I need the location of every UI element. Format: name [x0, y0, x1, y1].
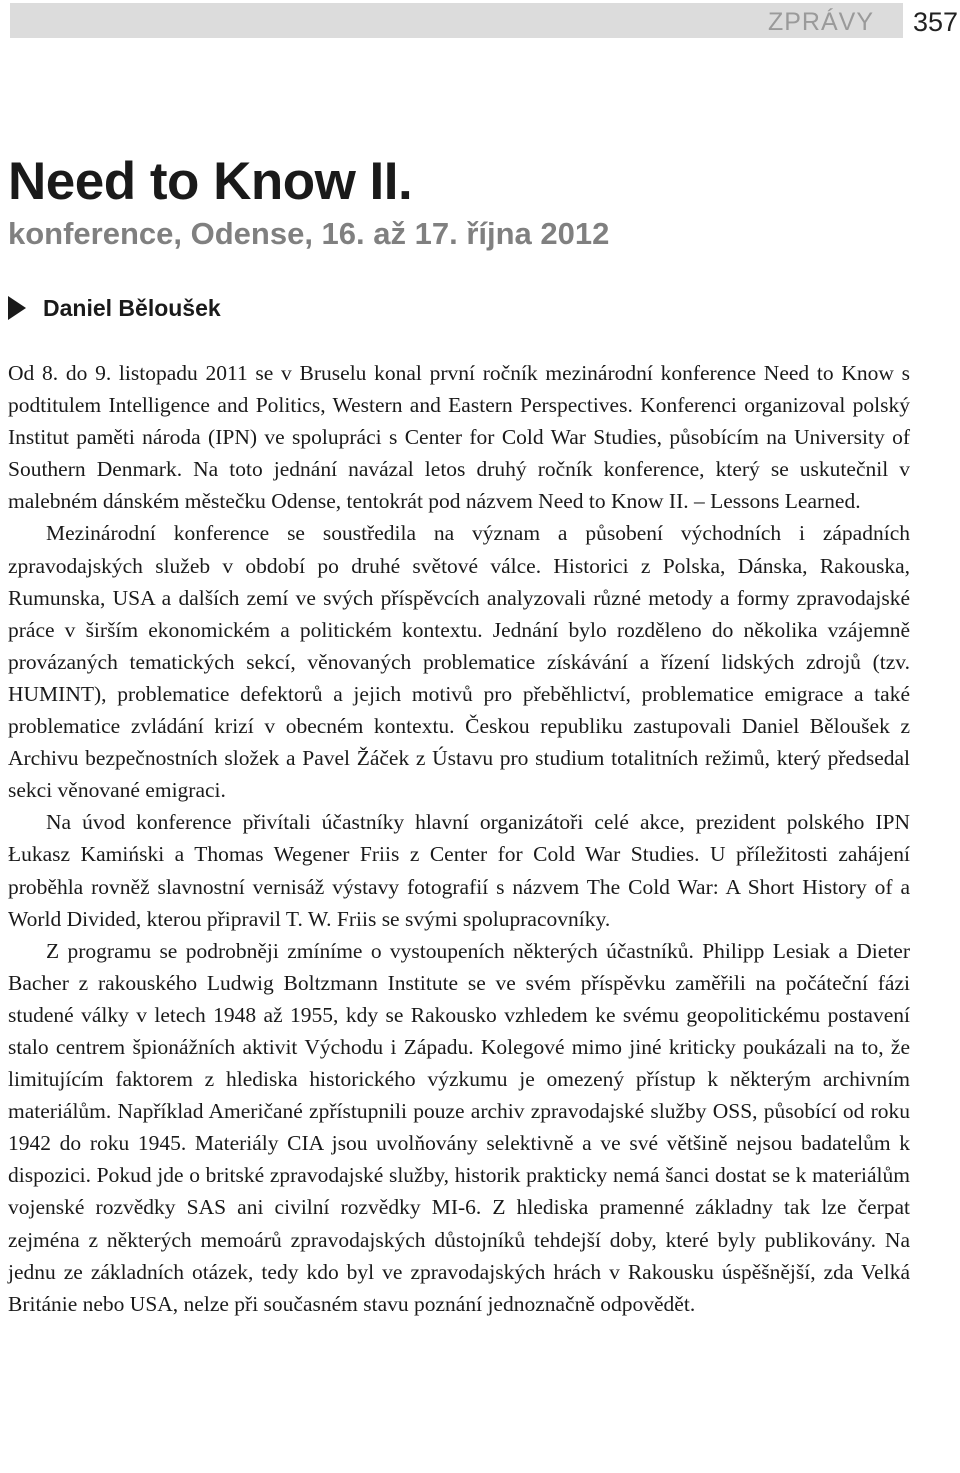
running-header-section: ZPRÁVY — [767, 8, 874, 36]
article-title: Need to Know II. — [8, 152, 413, 211]
article-body — [8, 357, 910, 1320]
paragraph: Mezinárodní konference se soustředila na význam a působení východních i západních zpravodajských služeb v období po druhé světové válce. Historici z Polska, Dánska, Rakouska, Rumunska, USA a dalších zemí ve svých příspěvcích analyzovali různé metody a formy zpravodajské práce v širším ekonomickém a politickém kontextu. Jednání bylo rozděleno do několika vzájemně provázaných tematických sekcí, věnovaných problematice získávání a řízení lidských zdrojů (tzv. HUMINT), problematice defektorů a jejich motivů pro přeběhlictví, problematice emigrace a také problematice zvládání krizí v obecném kontextu. Českou republiku zastupovali Daniel Běloušek z Archivu bezpečnostních složek a Pavel Žáček z Ústavu pro studium totalitních režimů, který předsedal sekci věnované emigraci. — [8, 521, 910, 803]
author-line — [8, 291, 221, 325]
paragraph: Od 8. do 9. listopadu 2011 se v Bruselu konal první ročník mezinárodní konference Need to Know s podtitulem Intelligence and Politics, Western and Eastern Perspectives. Konferenci organizoval polský Institut paměti národa (IPN) ve spolupráci s Center for Cold War Studies, působícím na University of Southern Denmark. Na toto jednání navázal letos druhý ročník konference, který se uskutečnil v malebném dánském městečku Odense, tentokrát pod názvem Need to Know II. – Lessons Learned. — [8, 361, 910, 514]
article-subtitle: konference, Odense, 16. až 17. října 2012 — [8, 216, 610, 251]
triangle-right-icon — [8, 296, 26, 320]
paragraph: Z programu se podrobněji zmíníme o vystoupeních některých účastníků. Philipp Lesiak a Dieter Bacher z rakouského Ludwig Boltzmann Institute se ve svém příspěvku zaměřili na počáteční fázi studené války v letech 1948 až 1955, kdy se Rakousko vzhledem ke svému geopolitickému postavení stalo centrem špionážních aktivit Východu i Západu. Kolegové mimo jiné kriticky poukázali na to, že limitujícím faktorem z hlediska historického výzkumu je omezený přístup k některým archivním materiálům. Například Američané zpřístupnili pouze archiv zpravodajské služby OSS, působící od roku 1942 do roku 1945. Materiály CIA jsou uvolňovány selektivně a ve své většině nejsou badatelům k dispozici. Pokud jde o britské zpravodajské služby, historik prakticky nemá šanci dostat se k materiálům vojenské rozvědky SAS ani civilní rozvědky MI-6. Z hlediska pramenné základny tak lze čerpat zejména z některých memoárů zpravodajských důstojníků tehdejší doby, které byly publikovány. Na jednu ze základních otázek, tedy kdo byl ve zpravodajských hrách v Rakousku úspěšnější, zda Velká Británie nebo USA, nelze při současném stavu poznání jednoznačně odpovědět. — [8, 938, 910, 1316]
author-name: Daniel Běloušek — [43, 294, 221, 321]
paragraph: Na úvod konference přivítali účastníky hlavní organizátoři celé akce, prezident polského IPN Łukasz Kamiński a Thomas Wegener Friis z Center for Cold War Studies. U příležitosti zahájení proběhla rovněž slavnostní vernisáž výstavy fotografií s názvem The Cold War: A Short History of a World Divided, kterou připravil T. W. Friis se svými spolupracovníky. — [8, 810, 910, 931]
page-number: 357 — [912, 7, 958, 37]
